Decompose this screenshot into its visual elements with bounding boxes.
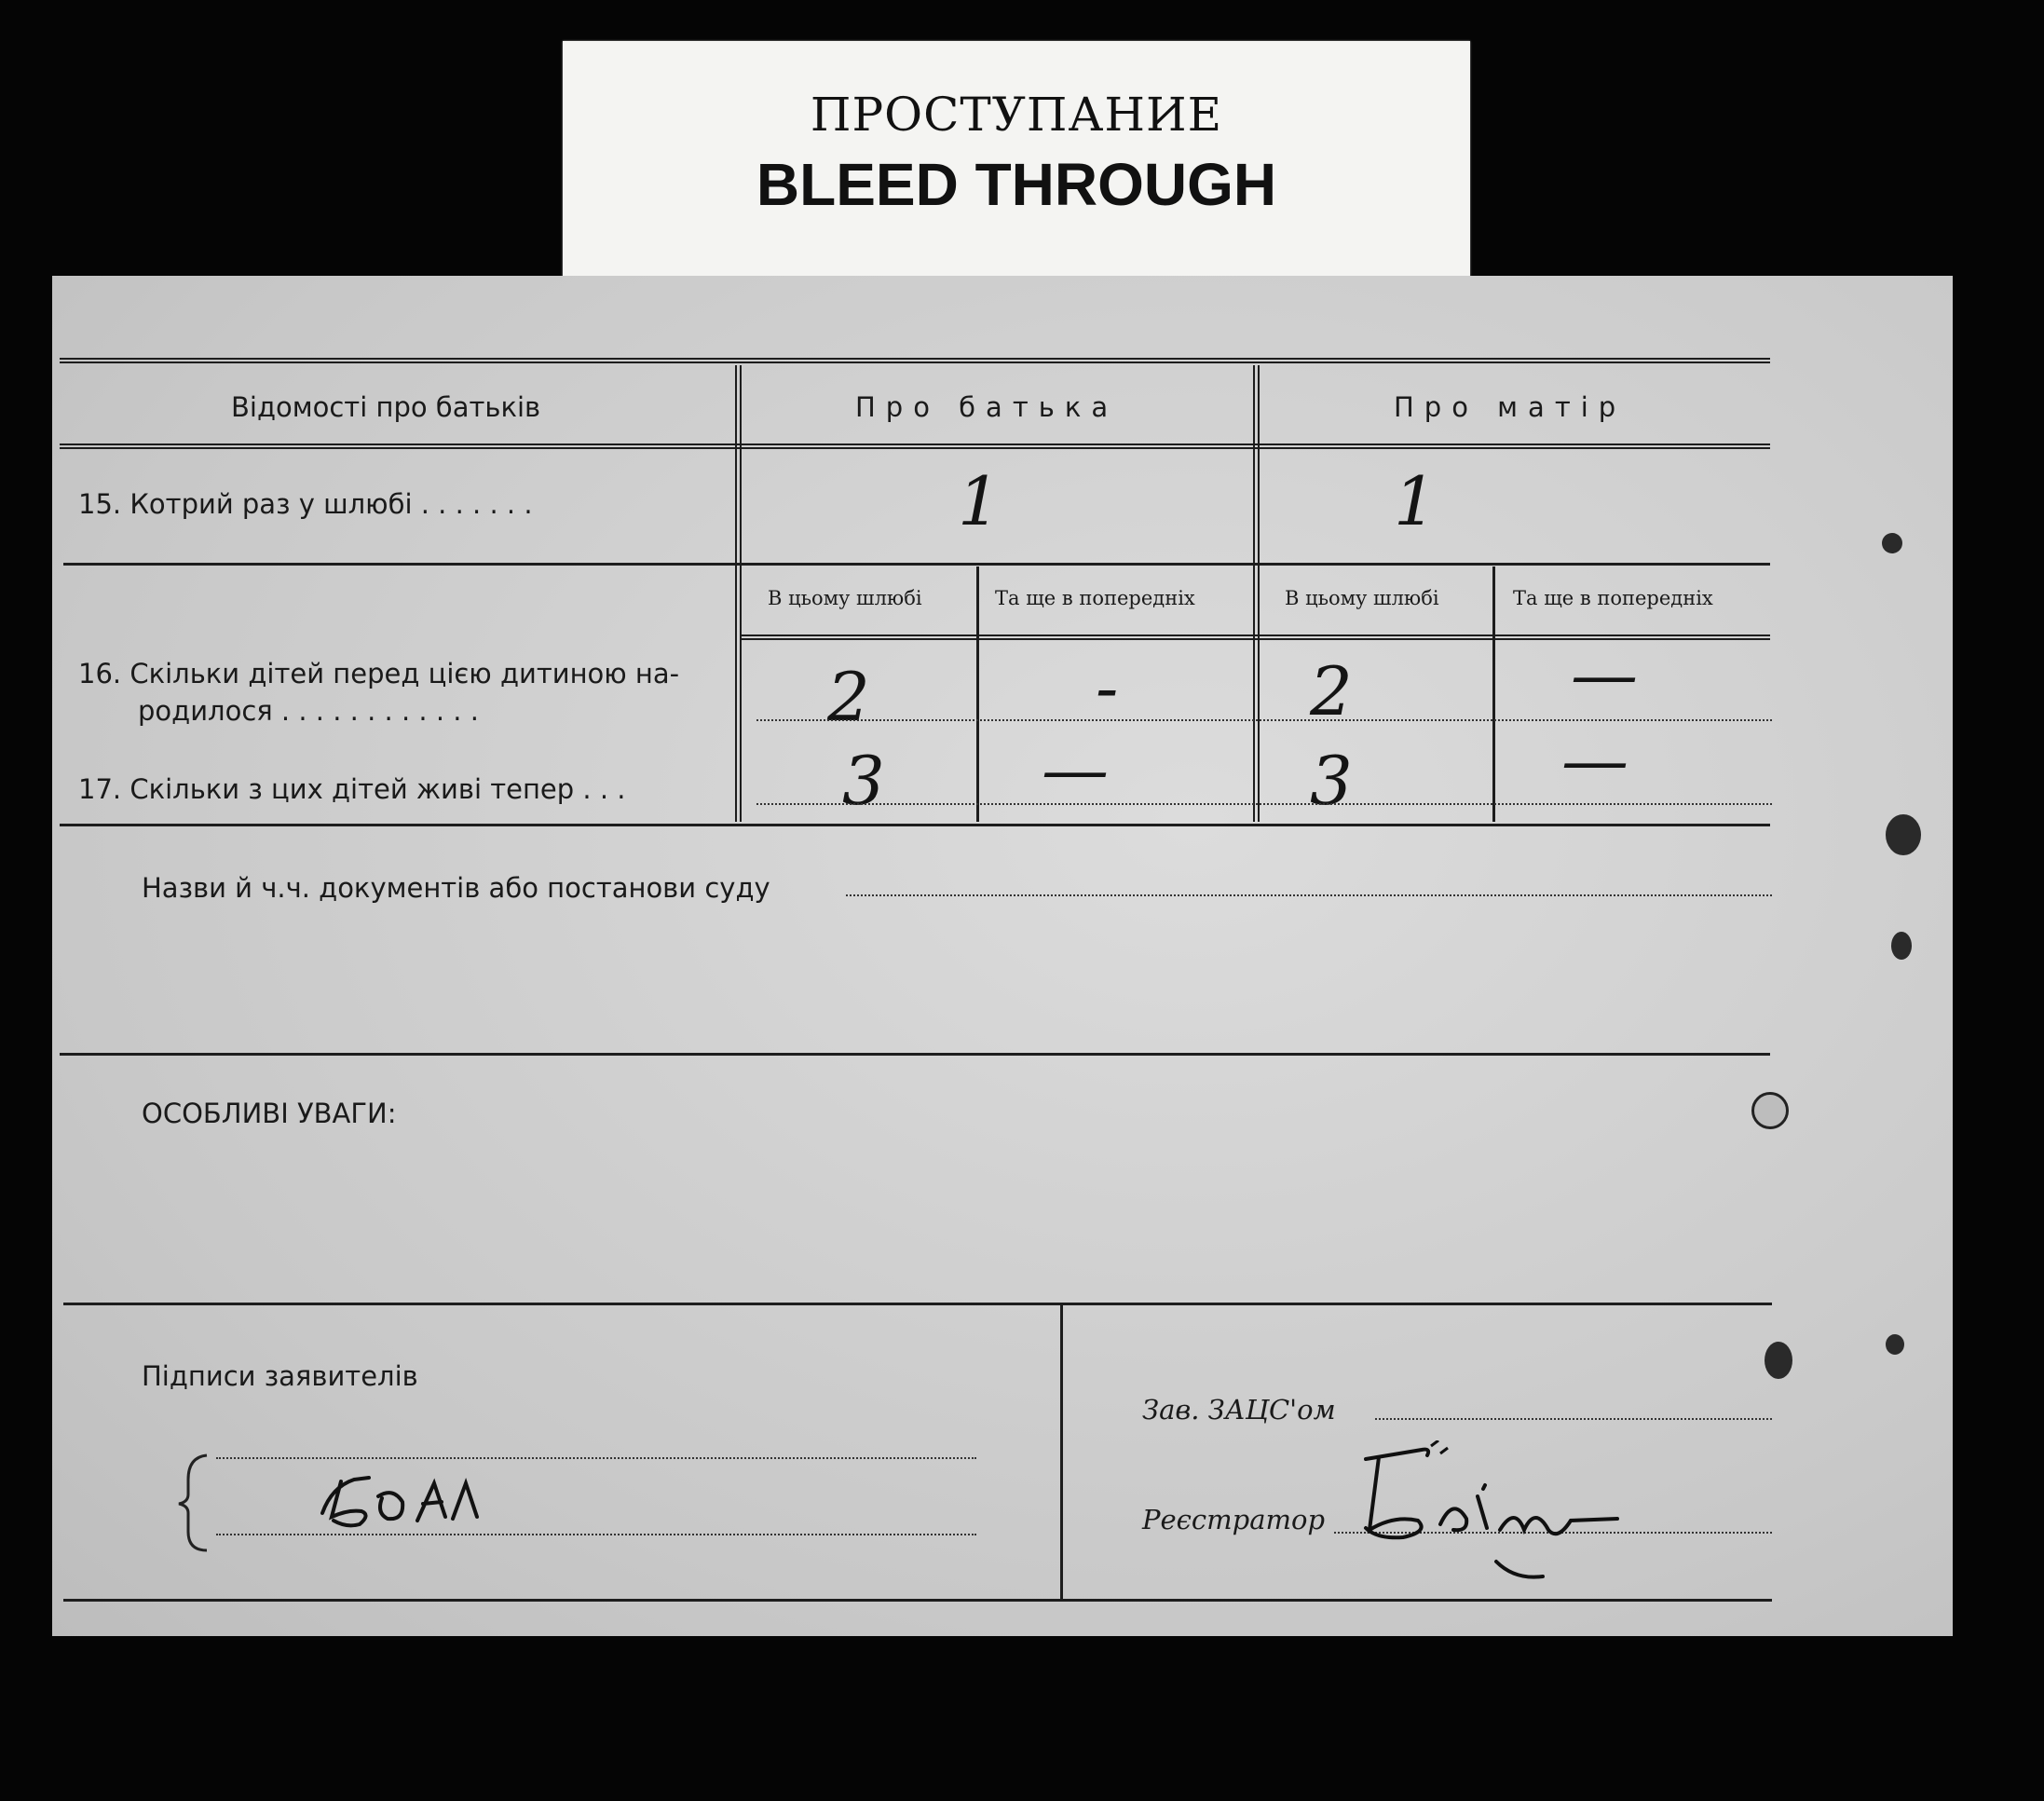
row17-mother-this: 3 [1310,742,1353,820]
row15-bottom-rule [63,563,1770,566]
row15-mother-value: 1 [1394,462,1437,540]
sheet-bottom-rule [63,1599,1772,1602]
documents-dotted-line [846,894,1772,896]
header-parents-info: Відомості про батьків [231,391,541,423]
punch-hole [1891,932,1912,960]
subheader-mother-this-marriage: В цьому шлюбі [1285,587,1439,609]
head-of-registry-label: Зав. ЗАЦС'ом [1142,1394,1336,1426]
documents-label: Назви й ч.ч. документів або постанови суду [142,872,770,904]
punch-hole [1886,1334,1904,1355]
row17-label: 17. Скільки з цих дітей живі тепер . . . [78,773,626,805]
subheader-mother-previous: Та ще в попередніх [1513,587,1713,609]
row16-label-line1: 16. Скільки дітей перед цією дитиною на- [78,658,680,689]
brace-icon [175,1452,212,1554]
top-rule [60,358,1770,363]
row17-mother-prev: — [1561,721,1628,799]
row15-label: 15. Котрий раз у шлюбі . . . . . . . [78,488,533,520]
row16-mother-prev: — [1571,635,1638,714]
subheader-father-previous: Та ще в попередніх [995,587,1195,609]
documents-bottom-rule [60,1053,1770,1056]
divider-label-father [735,365,742,822]
subheader-father-this-marriage: В цьому шлюбі [768,587,922,609]
applicant-signature [313,1459,518,1534]
row16-label-line2: родилося . . . . . . . . . . . . [138,695,479,727]
notes-bottom-rule [63,1303,1772,1305]
row16-father-prev: - [1096,648,1119,727]
divider-father-sub [976,566,979,822]
special-notes-label: ОСОБЛИВІ УВАГИ: [142,1098,397,1129]
registrar-label: Реєстратор [1142,1504,1326,1535]
signature-divider [1060,1304,1063,1599]
header-about-father: Про батька [855,391,1119,423]
punch-hole [1751,1092,1789,1129]
tag-title-ukrainian: ПРОСТУПАНИЕ [810,88,1223,142]
registry-form-sheet [52,276,1953,1636]
punch-hole [1765,1342,1792,1379]
registrar-signature [1338,1440,1701,1599]
divider-mother-sub [1492,566,1495,822]
row15-father-value: 1 [958,462,1001,540]
header-bottom-rule [60,443,1770,449]
head-signature-line [1375,1418,1772,1420]
row17-father-this: 3 [842,742,885,820]
bleed-through-tag [563,41,1470,277]
punch-hole [1882,533,1902,553]
row17-dotted-line [756,803,1772,805]
applicant-signature-line-2 [216,1534,976,1535]
row16-mother-this: 2 [1310,652,1353,730]
header-about-mother: Про матір [1394,391,1627,423]
punch-hole [1886,814,1921,855]
row17-father-prev: — [1042,730,1109,809]
row16-father-this: 2 [827,658,870,736]
applicants-signatures-label: Підписи заявителів [142,1360,418,1392]
row17-bottom-rule [60,824,1770,826]
tag-title-english: BLEED THROUGH [756,151,1277,218]
divider-father-mother [1253,365,1260,822]
